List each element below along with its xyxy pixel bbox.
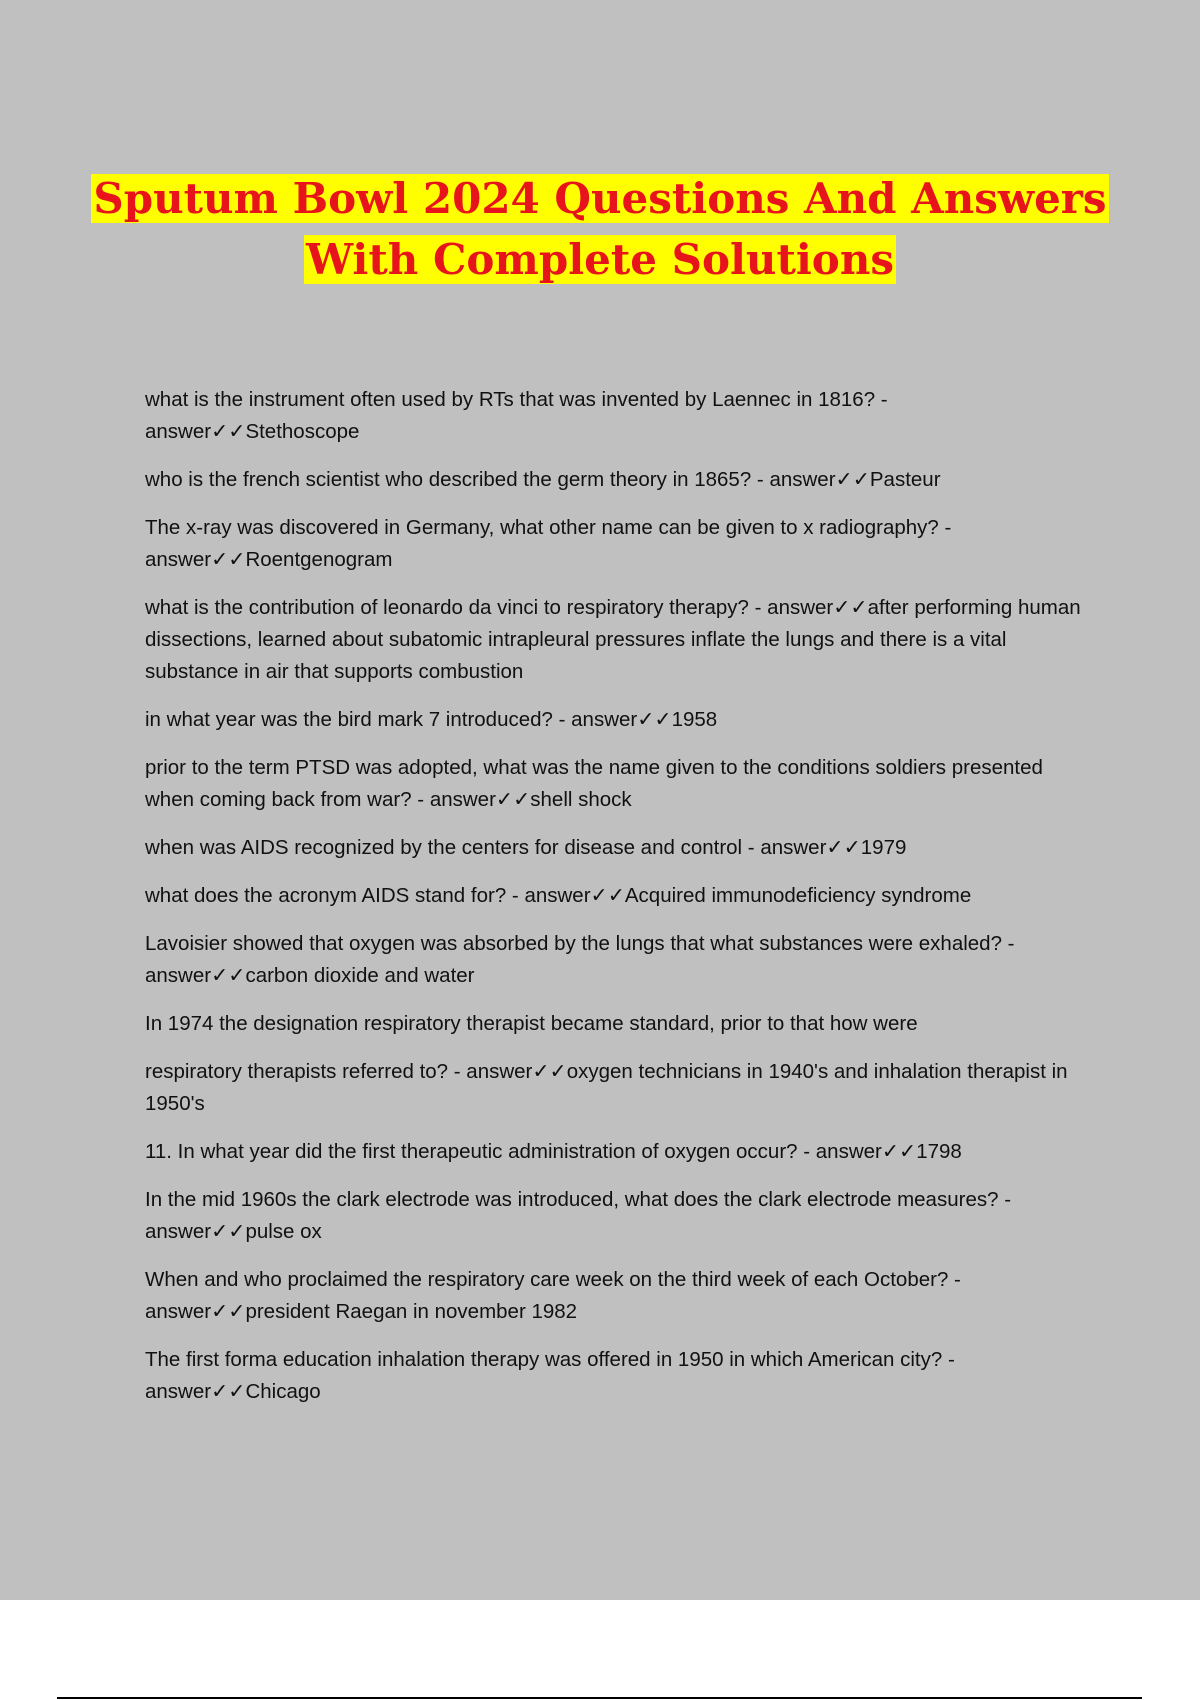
- document-title: [0, 168, 1200, 290]
- bottom-divider: [57, 1697, 1142, 1699]
- qa-item: in what year was the bird mark 7 introduced? - answer✓✓1958: [145, 708, 718, 731]
- qa-item: In 1974 the designation respiratory therapist became standard, prior to that how were: [145, 1012, 918, 1035]
- qa-item: what does the acronym AIDS stand for? - answer✓✓Acquired immunodeficiency syndrome: [145, 884, 972, 907]
- qa-item: who is the french scientist who described the germ theory in 1865? - answer✓✓Pasteur: [145, 468, 941, 491]
- qa-item: 11. In what year did the first therapeutic administration of oxygen occur? - answer✓✓1798: [145, 1140, 962, 1163]
- qa-item: respiratory therapists referred to? - answer✓✓oxygen technicians in 1940's and inhalation therapist in 1950's: [145, 1060, 1068, 1115]
- title-line-2: With Complete Solutions: [306, 235, 894, 284]
- qa-item: when was AIDS recognized by the centers for disease and control - answer✓✓1979: [145, 836, 907, 859]
- qa-item: Lavoisier showed that oxygen was absorbed by the lungs that what substances were exhaled? - answer✓✓carbon dioxide and water: [145, 932, 1015, 987]
- qa-item: what is the contribution of leonardo da vinci to respiratory therapy? - answer✓✓after performing human dissections, learned about subatomic intrapleural pressures inflate the lungs and there is a vital substance in air that supports combustion: [145, 596, 1081, 683]
- qa-list: [145, 384, 1090, 1424]
- qa-item: The first forma education inhalation therapy was offered in 1950 in which American city? - answer✓✓Chicago: [145, 1348, 955, 1403]
- qa-item: prior to the term PTSD was adopted, what was the name given to the conditions soldiers presented when coming back from war? - answer✓✓shell shock: [145, 756, 1043, 811]
- qa-item: The x-ray was discovered in Germany, what other name can be given to x radiography? - answer✓✓Roentgenogram: [145, 516, 952, 571]
- qa-item: In the mid 1960s the clark electrode was introduced, what does the clark electrode measures? - answer✓✓pulse ox: [145, 1188, 1012, 1243]
- title-line-1: Sputum Bowl 2024 Questions And Answers: [93, 174, 1107, 223]
- qa-item: When and who proclaimed the respiratory care week on the third week of each October? - answer✓✓president Raegan in november 1982: [145, 1268, 961, 1323]
- qa-item: what is the instrument often used by RTs that was invented by Laennec in 1816? - answer✓✓Stethoscope: [145, 388, 888, 443]
